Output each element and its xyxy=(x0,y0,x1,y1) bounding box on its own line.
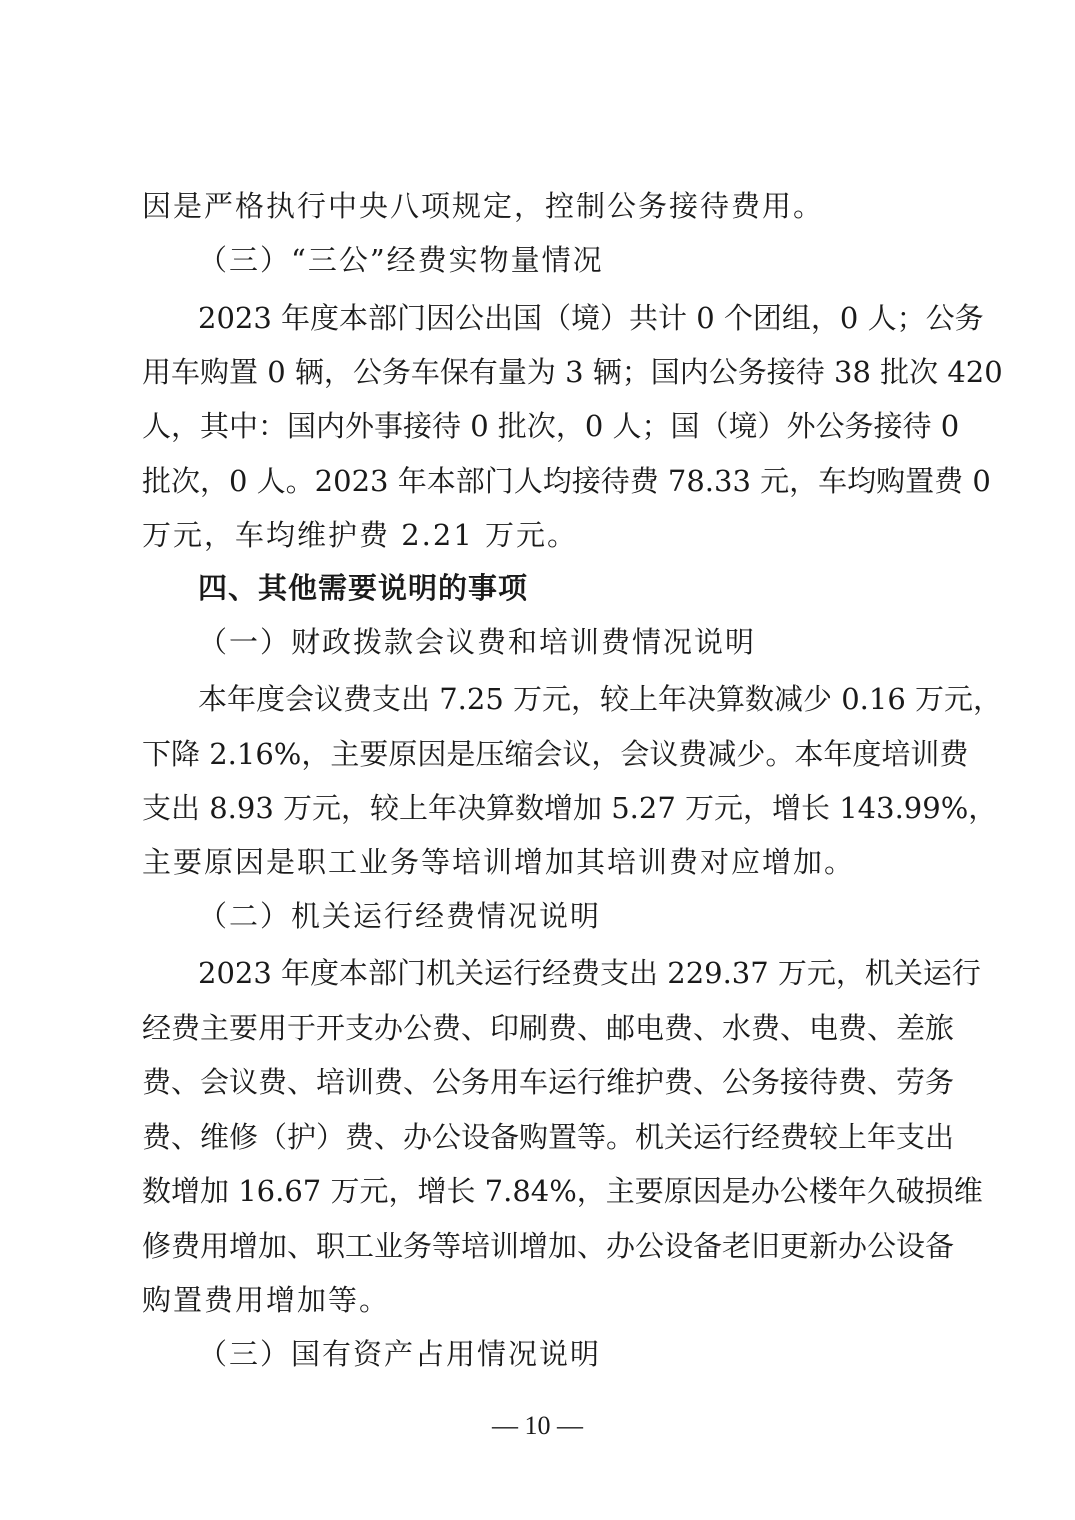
section-heading: （一）财政拨款会议费和培训费情况说明 xyxy=(198,625,757,659)
section-heading: （二）机关运行经费情况说明 xyxy=(198,899,602,933)
section-heading: （三）国有资产占用情况说明 xyxy=(198,1337,602,1371)
paragraph-line: 数增加 16.67 万元，增长 7.84%，主要原因是办公楼年久破损维 xyxy=(142,1174,983,1208)
paragraph-line: 费、维修（护）费、办公设备购置等。机关运行经费较上年支出 xyxy=(142,1120,955,1154)
paragraph-line: 2023 年度本部门机关运行经费支出 229.37 万元，机关运行 xyxy=(198,956,981,990)
paragraph-line: 万元，车均维护费 2.21 万元。 xyxy=(142,518,579,552)
paragraph-line: 主要原因是职工业务等培训增加其培训费对应增加。 xyxy=(142,845,856,879)
paragraph-line: 用车购置 0 辆，公务车保有量为 3 辆；国内公务接待 38 批次 420 xyxy=(142,355,1003,389)
paragraph-line: 本年度会议费支出 7.25 万元，较上年决算数减少 0.16 万元， xyxy=(198,682,1003,716)
paragraph-line: 费、会议费、培训费、公务用车运行维护费、公务接待费、劳务 xyxy=(142,1065,955,1099)
paragraph-line: 人，其中：国内外事接待 0 批次，0 人；国（境）外公务接待 0 xyxy=(142,409,960,443)
section-title: 四、其他需要说明的事项 xyxy=(198,571,529,605)
paragraph-line: 修费用增加、职工业务等培训增加、办公设备老旧更新办公设备 xyxy=(142,1229,955,1263)
paragraph-line: 2023 年度本部门因公出国（境）共计 0 个团组，0 人；公务 xyxy=(198,301,984,335)
paragraph-line: 下降 2.16%，主要原因是压缩会议，会议费减少。本年度培训费 xyxy=(142,737,969,771)
paragraph-line: 批次，0 人。2023 年本部门人均接待费 78.33 元，车均购置费 0 xyxy=(142,464,991,498)
paragraph-line: 购置费用增加等。 xyxy=(142,1283,391,1317)
section-heading: （三）“三公”经费实物量情况 xyxy=(198,243,604,277)
paragraph-line: 支出 8.93 万元，较上年决算数增加 5.27 万元，增长 143.99%， xyxy=(142,791,998,825)
page-number: — 10 — xyxy=(492,1411,583,1440)
paragraph-line: 因是严格执行中央八项规定，控制公务接待费用。 xyxy=(142,189,825,223)
paragraph-line: 经费主要用于开支办公费、印刷费、邮电费、水费、电费、差旅 xyxy=(142,1011,955,1045)
